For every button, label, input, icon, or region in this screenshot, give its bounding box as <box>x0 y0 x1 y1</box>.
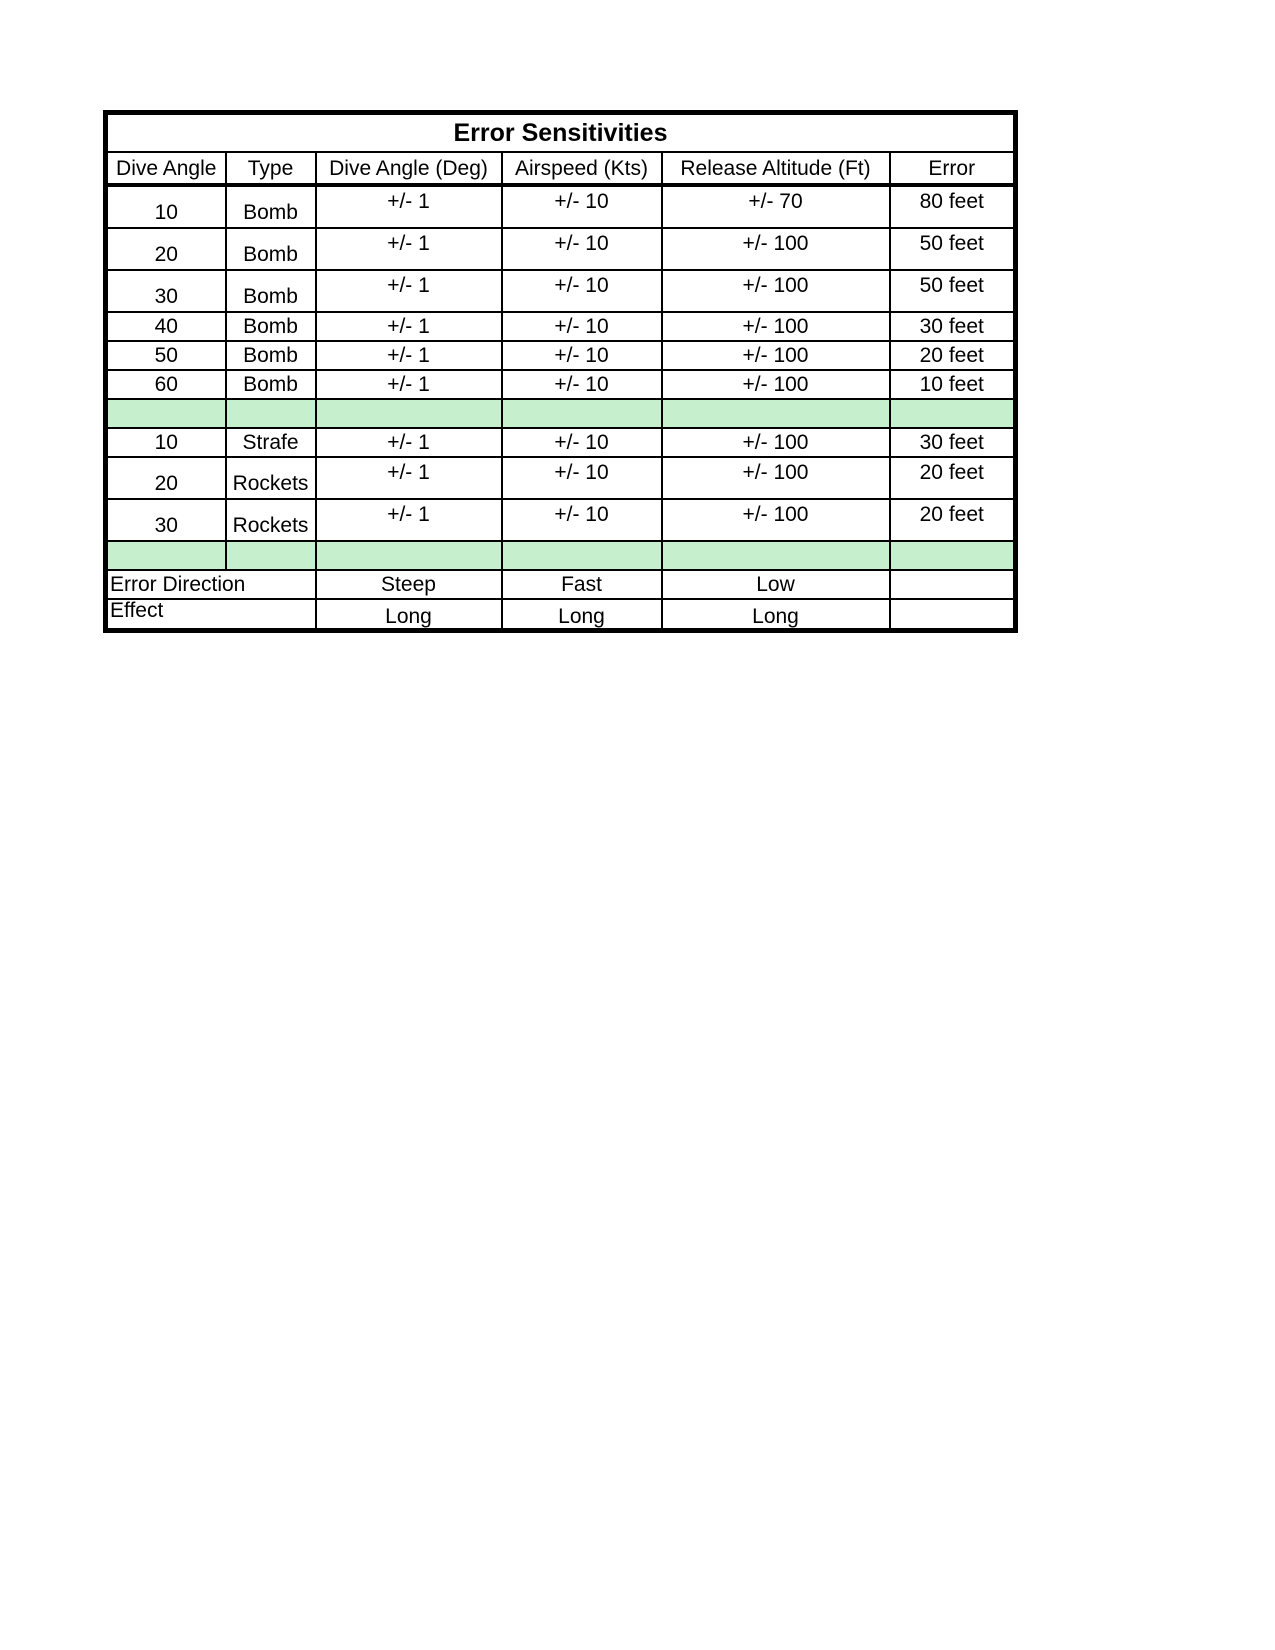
cell-release-altitude: +/- 100 <box>662 312 890 341</box>
cell-airspeed: +/- 10 <box>502 499 662 541</box>
effect-error <box>890 599 1016 631</box>
cell-dive-angle: 40 <box>106 312 226 341</box>
cell-airspeed: +/- 10 <box>502 428 662 457</box>
header-error: Error <box>890 152 1016 185</box>
header-row <box>106 152 1016 185</box>
cell-type: Bomb <box>226 185 316 228</box>
cell-dive-angle: 10 <box>106 428 226 457</box>
table-row <box>106 312 1016 341</box>
header-dive-angle: Dive Angle <box>106 152 226 185</box>
cell-airspeed: +/- 10 <box>502 228 662 270</box>
cell-type: Strafe <box>226 428 316 457</box>
table-row <box>106 270 1016 312</box>
error-direction-row <box>106 570 1016 599</box>
cell-dive-angle-deg: +/- 1 <box>316 228 502 270</box>
error-sensitivities-table <box>103 110 1018 633</box>
effect-label: Effect <box>106 599 316 631</box>
cell-error: 80 feet <box>890 185 1016 228</box>
effect-row <box>106 599 1016 631</box>
cell-dive-angle: 20 <box>106 457 226 499</box>
error-direction-airspeed: Fast <box>502 570 662 599</box>
cell-dive-angle-deg: +/- 1 <box>316 499 502 541</box>
separator-cell <box>316 399 502 428</box>
cell-release-altitude: +/- 100 <box>662 499 890 541</box>
cell-dive-angle-deg: +/- 1 <box>316 341 502 370</box>
cell-type: Bomb <box>226 312 316 341</box>
table-row <box>106 370 1016 399</box>
cell-release-altitude: +/- 100 <box>662 428 890 457</box>
separator-cell <box>502 541 662 570</box>
table-row <box>106 428 1016 457</box>
error-direction-release-altitude: Low <box>662 570 890 599</box>
cell-error: 30 feet <box>890 428 1016 457</box>
table-row <box>106 228 1016 270</box>
cell-dive-angle-deg: +/- 1 <box>316 457 502 499</box>
header-release-altitude: Release Altitude (Ft) <box>662 152 890 185</box>
cell-airspeed: +/- 10 <box>502 341 662 370</box>
error-direction-error <box>890 570 1016 599</box>
cell-error: 20 feet <box>890 457 1016 499</box>
cell-airspeed: +/- 10 <box>502 457 662 499</box>
cell-error: 30 feet <box>890 312 1016 341</box>
table-row <box>106 457 1016 499</box>
cell-release-altitude: +/- 70 <box>662 185 890 228</box>
cell-error: 20 feet <box>890 499 1016 541</box>
error-direction-label: Error Direction <box>106 570 316 599</box>
cell-dive-angle: 30 <box>106 270 226 312</box>
cell-error: 50 feet <box>890 228 1016 270</box>
title-row <box>106 113 1016 153</box>
separator-row <box>106 399 1016 428</box>
cell-error: 50 feet <box>890 270 1016 312</box>
effect-dive-angle: Long <box>316 599 502 631</box>
table-row <box>106 499 1016 541</box>
cell-release-altitude: +/- 100 <box>662 457 890 499</box>
separator-cell <box>106 541 226 570</box>
cell-release-altitude: +/- 100 <box>662 370 890 399</box>
separator-cell <box>226 541 316 570</box>
cell-type: Bomb <box>226 370 316 399</box>
cell-type: Bomb <box>226 341 316 370</box>
header-airspeed: Airspeed (Kts) <box>502 152 662 185</box>
cell-type: Bomb <box>226 228 316 270</box>
cell-airspeed: +/- 10 <box>502 270 662 312</box>
cell-type: Rockets <box>226 457 316 499</box>
header-dive-angle-deg: Dive Angle (Deg) <box>316 152 502 185</box>
cell-type: Bomb <box>226 270 316 312</box>
separator-cell <box>502 399 662 428</box>
cell-dive-angle-deg: +/- 1 <box>316 370 502 399</box>
cell-dive-angle-deg: +/- 1 <box>316 428 502 457</box>
separator-cell <box>106 399 226 428</box>
cell-airspeed: +/- 10 <box>502 370 662 399</box>
separator-cell <box>662 399 890 428</box>
cell-dive-angle: 60 <box>106 370 226 399</box>
effect-release-altitude: Long <box>662 599 890 631</box>
cell-dive-angle: 50 <box>106 341 226 370</box>
separator-row <box>106 541 1016 570</box>
cell-error: 20 feet <box>890 341 1016 370</box>
cell-dive-angle: 20 <box>106 228 226 270</box>
cell-airspeed: +/- 10 <box>502 312 662 341</box>
cell-dive-angle-deg: +/- 1 <box>316 185 502 228</box>
cell-type: Rockets <box>226 499 316 541</box>
cell-dive-angle-deg: +/- 1 <box>316 312 502 341</box>
cell-release-altitude: +/- 100 <box>662 270 890 312</box>
cell-dive-angle-deg: +/- 1 <box>316 270 502 312</box>
cell-release-altitude: +/- 100 <box>662 341 890 370</box>
table-row <box>106 341 1016 370</box>
separator-cell <box>226 399 316 428</box>
header-type: Type <box>226 152 316 185</box>
separator-cell <box>316 541 502 570</box>
error-direction-dive-angle: Steep <box>316 570 502 599</box>
table-row <box>106 185 1016 228</box>
separator-cell <box>662 541 890 570</box>
separator-cell <box>890 399 1016 428</box>
cell-error: 10 feet <box>890 370 1016 399</box>
effect-airspeed: Long <box>502 599 662 631</box>
separator-cell <box>890 541 1016 570</box>
cell-release-altitude: +/- 100 <box>662 228 890 270</box>
table-title: Error Sensitivities <box>106 113 1016 153</box>
cell-dive-angle: 30 <box>106 499 226 541</box>
cell-airspeed: +/- 10 <box>502 185 662 228</box>
cell-dive-angle: 10 <box>106 185 226 228</box>
